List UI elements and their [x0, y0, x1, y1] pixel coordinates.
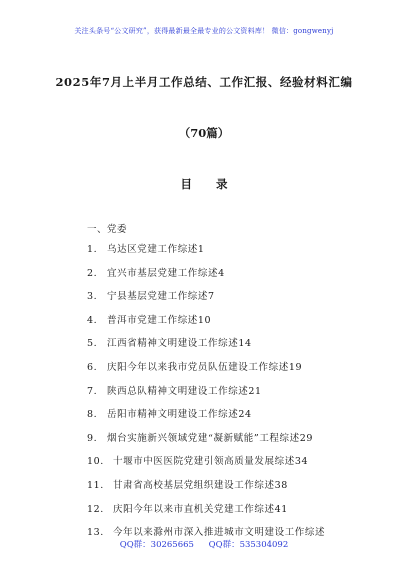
toc-item[interactable] [87, 408, 325, 432]
toc-item[interactable] [87, 290, 325, 314]
toc-item-title: 普洱市党建工作综述 [107, 314, 198, 326]
toc-item-title: 宜兴市基层党建工作综述 [107, 267, 219, 279]
toc-item-number: 10. [87, 456, 104, 468]
toc-item-title: 庆阳今年以来我市党员队伍建设工作综述 [107, 361, 289, 373]
qq-group-1: QQ群：30265665 [119, 540, 194, 550]
header-promo-note: 关注头条号“公文研究”，获得最新最全最专业的公文资料库！ 微信：gongwenyj [74, 27, 334, 35]
toc-item-title: 乌达区党建工作综述 [107, 244, 198, 255]
toc-item[interactable] [87, 432, 325, 456]
toc-item[interactable] [87, 314, 325, 338]
toc-item-number: 3. [87, 291, 98, 303]
section-label: 一、党委 [87, 224, 128, 235]
toc-item[interactable] [87, 267, 325, 291]
toc-item-number: 9. [87, 432, 98, 444]
toc-item-page: 24 [238, 409, 252, 421]
toc-item[interactable] [87, 243, 325, 267]
toc-item-page: 38 [274, 479, 288, 491]
toc-item-number: 4. [87, 314, 98, 326]
toc-item-title: 岳阳市精神文明建设工作综述 [107, 409, 239, 421]
toc-item-page: 29 [299, 432, 314, 444]
toc-item[interactable] [87, 385, 325, 409]
toc-item-title: 甘肃省高校基层党组织建设工作综述 [113, 479, 275, 491]
toc-item-title: 十堰市中医医院党建引领高质量发展综述 [113, 456, 295, 468]
toc-item-title: 宁县基层党建工作综述 [107, 291, 209, 303]
toc-item[interactable] [87, 361, 325, 385]
toc-item[interactable] [87, 503, 325, 527]
toc-item[interactable] [87, 455, 325, 479]
toc-item-title: 陕西总队精神文明建设工作综述 [107, 385, 249, 397]
toc-item-number: 6. [87, 361, 98, 373]
toc-item[interactable] [87, 337, 325, 361]
toc-item-number: 12. [87, 503, 104, 515]
toc-item[interactable] [87, 479, 325, 503]
toc-heading: 目 录 [180, 177, 238, 191]
toc-item-number: 11. [87, 479, 104, 491]
toc-item-page: 34 [294, 456, 309, 468]
document-title: 2025年7月上半月工作总结、工作汇报、经验材料汇编 [55, 75, 353, 89]
toc-item-page: 1 [197, 244, 205, 255]
toc-item-page: 41 [274, 503, 288, 515]
toc-item-number: 5. [87, 338, 98, 350]
qq-group-2: QQ群：535304092 [208, 540, 289, 550]
toc-item-number: 1. [87, 244, 98, 255]
toc-item-page: 19 [288, 361, 303, 373]
toc-item-number: 7. [87, 385, 98, 397]
toc-item-page: 10 [197, 314, 212, 326]
toc-item-page: 21 [248, 385, 262, 397]
toc-item-page: 7 [208, 291, 215, 303]
toc-item-page: 14 [238, 338, 252, 350]
toc-item-title: 今年以来滁州市深入推进城市文明建设工作综述 [113, 527, 326, 539]
toc-item-number: 8. [87, 409, 98, 421]
toc-item-title: 江西省精神文明建设工作综述 [107, 338, 239, 350]
toc-item-number: 2. [87, 267, 98, 279]
toc-item-number: 13. [87, 527, 104, 539]
article-count: （70篇） [178, 126, 230, 140]
toc-item-title: 烟台实施新兴领域党建“凝新赋能”工程综述 [107, 432, 300, 444]
toc-item-title: 庆阳今年以来市直机关党建工作综述 [113, 503, 275, 515]
toc-item-page: 4 [218, 267, 225, 279]
toc-list [87, 243, 325, 550]
footer-qq-groups [0, 538, 408, 550]
